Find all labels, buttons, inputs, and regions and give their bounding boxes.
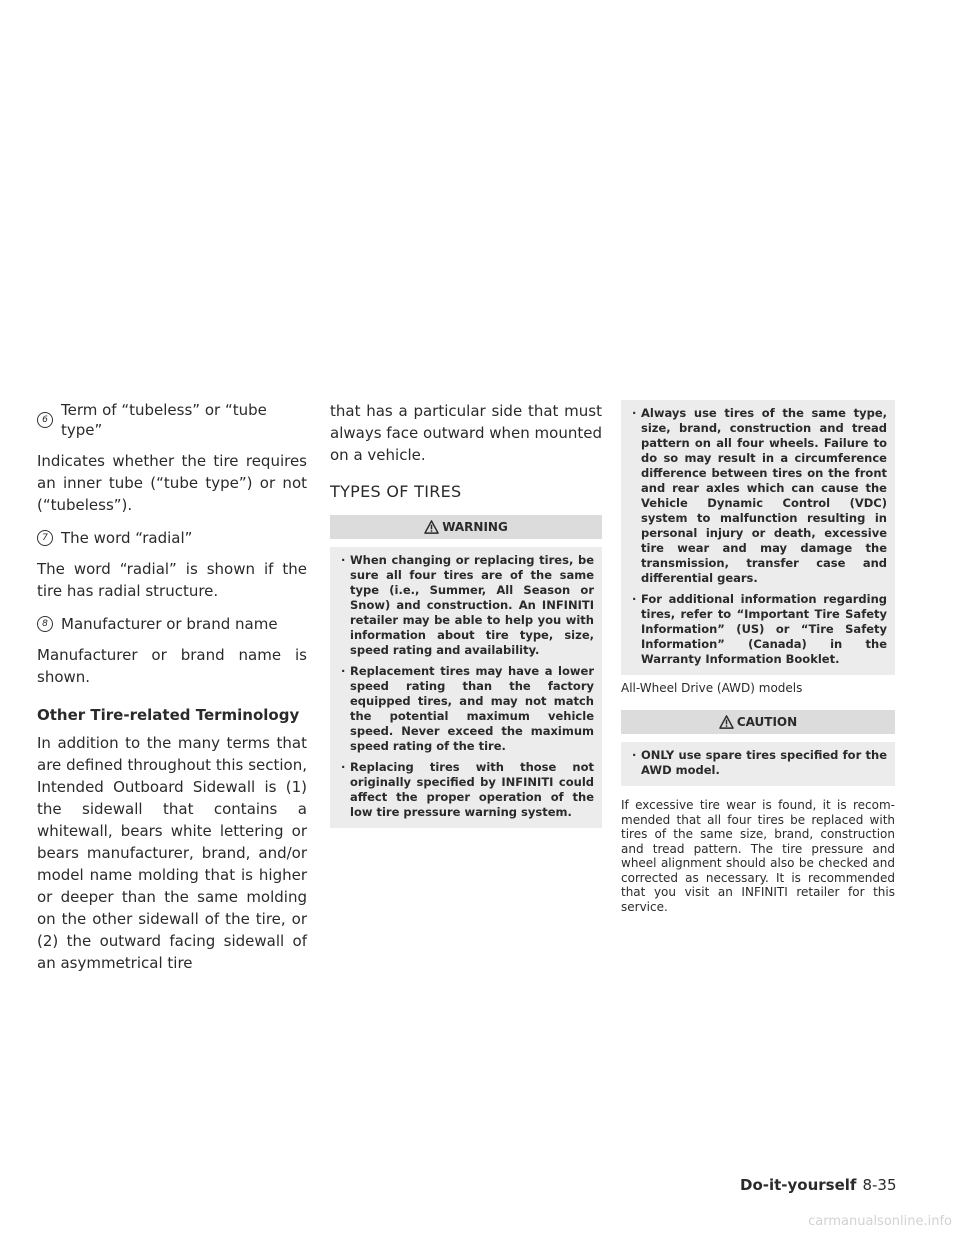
warning-bullet: · Replacement tires may have a lower speed rating than the factory equipped tires, and may not match the potential maximum vehicle speed. Never exceed the maximum speed rating of the tire. — [341, 664, 594, 753]
warning-bullet: · Always use tires of the same type, size, brand, construction and tread pattern on all four wheels. Failure to do so may result in a circumference difference between tires on the front and rear axles which can cause the Vehicle Dynamic Control (VDC) system to malfunction resulting in personal injury or death, excessive tire wear and may damage the transmission, transfer case and differential gears. — [632, 406, 887, 585]
warning-title: WARNING — [442, 520, 508, 534]
bullet-dot: · — [341, 760, 346, 774]
circled-number-7: 7 — [37, 530, 53, 546]
caution-header — [621, 710, 895, 734]
caution-title: CAUTION — [736, 715, 798, 729]
item-7-description: The word “radial” is shown if the tire has radial structure. — [37, 560, 307, 600]
column-middle — [330, 400, 602, 828]
column-left — [37, 400, 307, 986]
item-6 — [37, 400, 307, 440]
tire-wear-paragraph: If excessive tire wear is found, it is recommended that all four tires be replaced with tires of the same size, brand, construction and tread pattern. The tire pressure and wheel alignment should also be checked and corrected as necessary. It is recommended that you visit an INFINITI retailer for this service. — [621, 798, 895, 914]
watermark: carmanualsonline.info — [808, 1214, 952, 1229]
warning-body — [330, 547, 602, 828]
terminology-paragraph: In addition to the many terms that are defined throughout this section, Intended Outboard Sidewall is (1) the sidewall that contains a whitewall, bears white lettering or bears manufacturer, brand, and/or model name molding that is higher or deeper than the same molding on the other sidewall of the tire, or (2) the outward facing sidewall of an asymmetrical tire — [37, 734, 307, 972]
item-7 — [37, 528, 307, 548]
item-6-description: Indicates whether the tire requires an inner tube (“tube type”) or not (“tubeless”). — [37, 452, 307, 514]
item-7-label: The word “radial” — [61, 529, 193, 547]
caution-box — [621, 710, 895, 786]
awd-label: All-Wheel Drive (AWD) models — [621, 681, 803, 695]
bullet-dot: · — [632, 748, 637, 762]
warning-triangle-icon — [424, 520, 439, 534]
warning-body-continued — [621, 400, 895, 675]
item-6-label: Term of “tubeless” or “tube type” — [61, 401, 267, 439]
circled-number-8: 8 — [37, 616, 53, 632]
continued-paragraph: that has a particular side that must always face outward when mounted on a vehicle. — [330, 402, 602, 464]
caution-body — [621, 742, 895, 786]
caution-bullet: · ONLY use spare tires specified for the AWD model. — [632, 748, 887, 777]
circled-number-6: 6 — [37, 412, 53, 428]
footer-section: Do-it-yourself — [740, 1176, 857, 1194]
warning-bullet: · Replacing tires with those not originally specified by INFINITI could affect the proper operation of the low tire pressure warning system. — [341, 760, 594, 819]
bullet-dot: · — [341, 664, 346, 678]
warning-header — [330, 515, 602, 539]
section-heading-types-of-tires: TYPES OF TIRES — [330, 482, 462, 501]
item-8-label: Manufacturer or brand name — [61, 615, 278, 633]
column-right — [621, 400, 895, 914]
warning-bullet: · For additional information regarding tires, refer to “Important Tire Safety Information” (US) or “Tire Safety Information” (Canada) in the Warranty Information Booklet. — [632, 592, 887, 666]
bullet-dot: · — [341, 553, 346, 567]
warning-box — [330, 515, 602, 828]
subheading-terminology: Other Tire-related Terminology — [37, 706, 300, 724]
page-number: 8-35 — [862, 1176, 897, 1194]
warning-triangle-icon — [719, 715, 734, 729]
item-8-description: Manufacturer or brand name is shown. — [37, 646, 307, 686]
bullet-dot: · — [632, 406, 637, 420]
bullet-dot: · — [632, 592, 637, 606]
page-footer — [740, 1176, 897, 1194]
item-8 — [37, 614, 307, 634]
warning-bullet: · When changing or replacing tires, be sure all four tires are of the same type (i.e., Summer, All Season or Snow) and construction. An INFINITI retailer may be able to help you with information about tire type, size, speed rating and availability. — [341, 553, 594, 657]
